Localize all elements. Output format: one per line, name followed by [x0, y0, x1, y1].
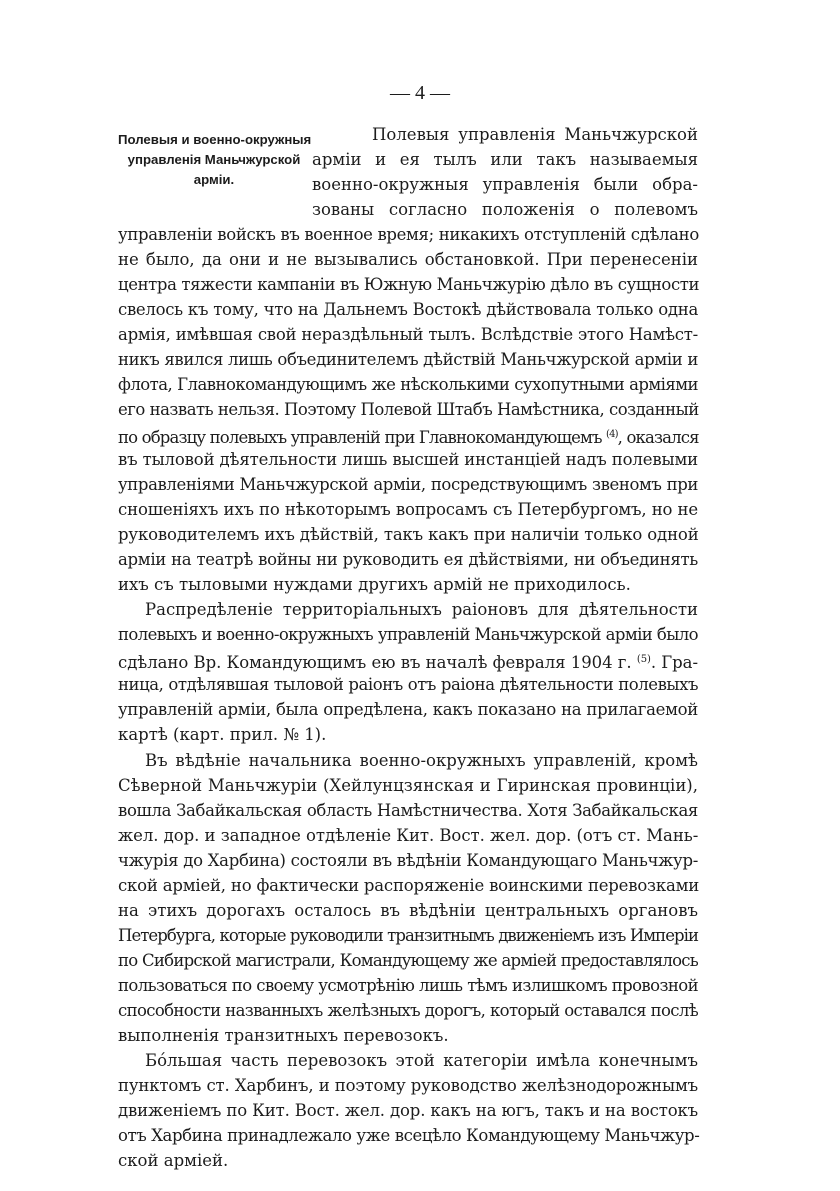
- footnote-ref[interactable]: (4): [606, 429, 618, 440]
- text-run: по образцу полевыхъ управленій при Главнокомандующемъ: [118, 428, 602, 447]
- text-line-with-footnote: [118, 422, 698, 447]
- text-line: никъ явился лишь объединителемъ дѣйствій Маньчжурской арміи и: [118, 350, 698, 369]
- text-line: пользоваться по своему усмотрѣнію лишь тѣмъ излишкомъ провозной: [118, 976, 698, 995]
- text-line: его назвать нельзя. Поэтому Полевой Штабъ Намѣстника, созданный: [118, 400, 699, 419]
- text-line: управленій арміи, была опредѣлена, какъ показано на прилагаемой: [118, 700, 698, 719]
- text-line: вошла Забайкальская область Намѣстничества. Хотя Забайкальская: [118, 801, 698, 820]
- text-line: свелось къ тому, что на Дальнемъ Востокѣ дѣйствовала только одна: [118, 300, 698, 319]
- text-line: арміи и ея тылъ или такъ называемыя: [312, 150, 698, 169]
- text-line: армія, имѣвшая свой нераздѣльный тылъ. Вслѣдствіе этого Намѣст-: [118, 325, 698, 344]
- text-line: Распредѣленіе территоріальныхъ раіоновъ для дѣятельности: [145, 600, 698, 619]
- text-line: Бóльшая часть перевозокъ этой категоріи имѣла конечнымъ: [145, 1051, 698, 1070]
- text-line: флота, Главнокомандующимъ же нѣсколькими сухопутными арміями: [118, 375, 698, 394]
- text-line: центра тяжести кампаніи въ Южную Маньчжурію дѣло въ сущности: [118, 275, 700, 294]
- text-line: сношеніяхъ ихъ по нѣкоторымъ вопросамъ съ Петербургомъ, но не: [118, 500, 698, 519]
- text-line: не было, да они и не вызывались обстановкой. При перенесеніи: [118, 250, 698, 269]
- text-run: сдѣлано Вр. Командующимъ ею въ началѣ февраля 1904 г.: [118, 653, 632, 672]
- side-heading-line: Полевыя и военно-окружныя: [118, 132, 312, 147]
- text-line: жел. дор. и западное отдѣленіе Кит. Вост. жел. дор. (отъ ст. Мань-: [118, 826, 699, 845]
- text-line: арміи на театрѣ войны ни руководить ея дѣйствіями, ни объединять: [118, 550, 698, 569]
- text-line: способности названныхъ желѣзныхъ дорогъ, который оставался послѣ: [118, 1001, 698, 1020]
- text-line: на этихъ дорогахъ осталось въ вѣдѣніи центральныхъ органовъ: [118, 901, 698, 920]
- text-line: руководителемъ ихъ дѣйствій, такъ какъ при наличіи только одной: [118, 525, 699, 544]
- text-line: движеніемъ по Кит. Вост. жел. дор. какъ на югъ, такъ и на востокъ: [118, 1101, 698, 1120]
- text-line: по Сибирской магистрали, Командующему же арміей предоставлялось: [118, 951, 698, 970]
- page-number: — 4 —: [390, 82, 450, 104]
- text-line: управленіями Маньчжурской арміи, посредствующимъ звеномъ при: [118, 475, 698, 494]
- text-line: управленіи войскъ въ военное время; никакихъ отступленій сдѣлано: [118, 225, 699, 244]
- text-line: зованы согласно положенія о полевомъ: [312, 200, 698, 219]
- text-run: , оказался: [617, 428, 699, 447]
- text-line: ской арміей.: [118, 1151, 229, 1170]
- text-line: Петербурга, которые руководили транзитнымъ движеніемъ изъ Имперіи: [118, 926, 698, 945]
- text-line-with-footnote: [118, 647, 698, 672]
- side-heading-line: арміи.: [193, 172, 235, 187]
- text-line: чжурія до Харбина) состояли въ вѣдѣніи Командующаго Маньчжур-: [118, 851, 698, 870]
- footnote-ref[interactable]: (5): [636, 654, 651, 665]
- text-line: ихъ съ тыловыми нуждами другихъ армій не приходилось.: [118, 575, 631, 594]
- text-line: въ тыловой дѣятельности лишь высшей инстанціей надъ полевыми: [118, 450, 698, 469]
- side-heading: [118, 130, 310, 190]
- text-line: ница, отдѣлявшая тыловой раіонъ отъ раіона дѣятельности полевыхъ: [118, 675, 698, 694]
- text-line: полевыхъ и военно-окружныхъ управленій Маньчжурской арміи было: [118, 625, 698, 644]
- text-line: ской арміей, но фактически распоряженіе воинскими перевозками: [118, 876, 700, 895]
- side-heading-line: управленія Маньчжурской: [127, 152, 301, 167]
- text-run: . Гра-: [650, 653, 698, 672]
- text-line: Полевыя управленія Маньчжурской: [372, 125, 698, 144]
- text-line: Въ вѣдѣніе начальника военно-окружныхъ управленій, кромѣ: [145, 751, 698, 770]
- text-line: картѣ (карт. прил. № 1).: [118, 725, 327, 744]
- text-line: отъ Харбина принадлежало уже всецѣло Командующему Маньчжур-: [118, 1126, 700, 1145]
- text-line: Сѣверной Маньчжуріи (Хейлунцзянская и Гиринская провинціи),: [118, 776, 698, 795]
- text-line: пунктомъ ст. Харбинъ, и поэтому руководство желѣзнодорожнымъ: [118, 1076, 698, 1095]
- text-line: военно-окружныя управленія были обра-: [312, 175, 698, 194]
- text-line: выполненія транзитныхъ перевозокъ.: [118, 1026, 449, 1045]
